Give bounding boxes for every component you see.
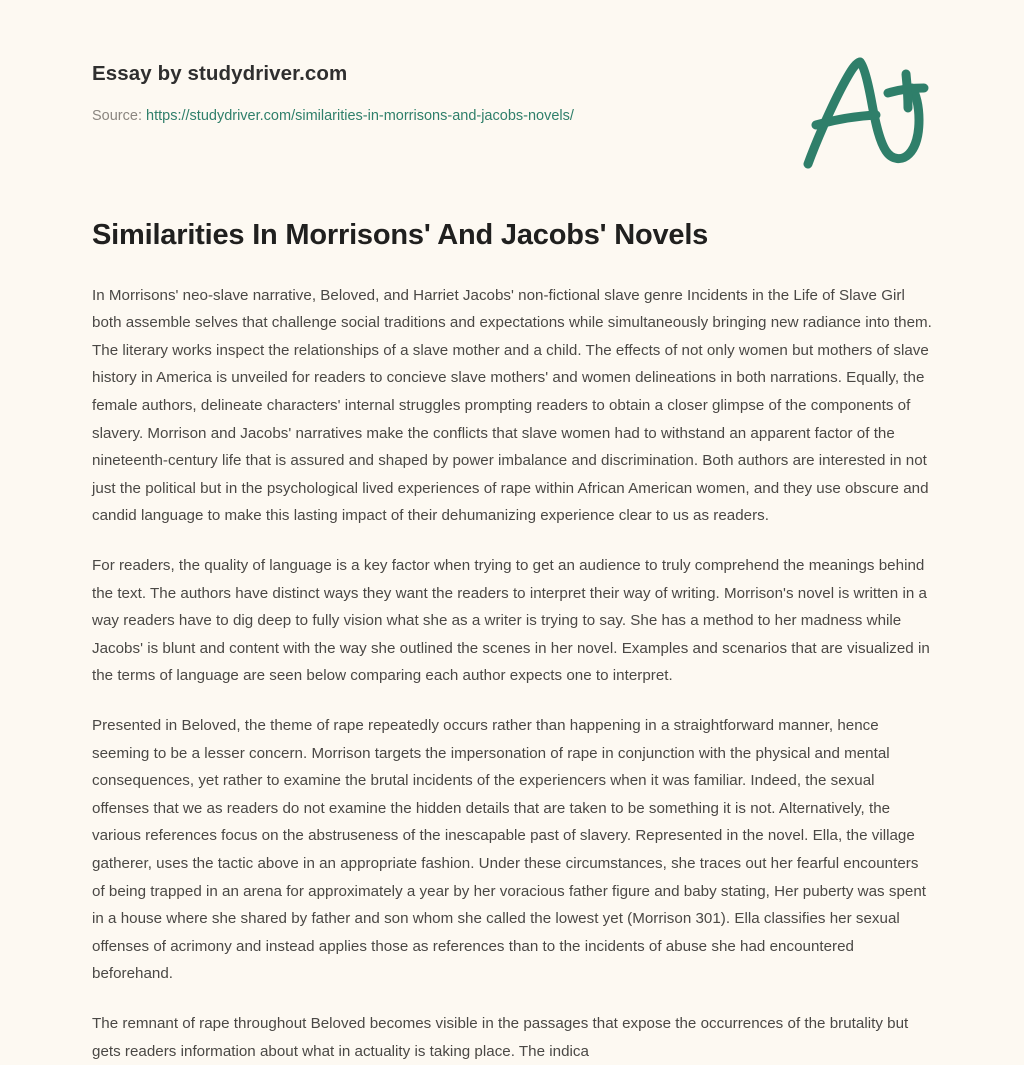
page-title: Similarities In Morrisons' And Jacobs' Novels bbox=[92, 219, 709, 252]
paragraph: In Morrisons' neo-slave narrative, Beloved, and Harriet Jacobs' non-fictional slave genre Incidents in the Life of Slave Girl both assemble selves that challenge social traditions and expectations while simultaneously bringing new radiance into them. The literary works inspect the relationships of a slave mother and a child. The effects of not only women but mothers of slave history in America is unveiled for readers to concieve slave mothers' and women delineations in both narrations. Equally, the female authors, delineate characters' internal struggles prompting readers to obtain a closer glimpse of the components of slavery. Morrison and Jacobs' narratives make the conflicts that slave women had to withstand an apparent factor of the nineteenth-century life that is assured and shaped by power imbalance and discrimination. Both authors are interested in not just the political but in the psychological lived experiences of rape within African American women, and they use obscure and candid language to make this lasting impact of their dehumanizing experience clear to us as readers. bbox=[92, 286, 932, 525]
paragraph: For readers, the quality of language is a key factor when trying to get an audience to truly comprehend the meanings behind the text. The authors have distinct ways they want the readers to interpret their way of writing. Morrison's novel is written in a way readers have to dig deep to fully vision what she as a writer is trying to say. She has a method to her madness while Jacobs' is blunt and content with the way she outlined the scenes in her novel. Examples and scenarios that are visualized in the terms of language are seen below comparing each author expects one to interpret. bbox=[92, 557, 930, 685]
paragraph: The remnant of rape throughout Beloved becomes visible in the passages that expose the occurrences of the brutality but gets readers information about what in actuality is taking place. The indica bbox=[92, 1014, 909, 1060]
source-url-link[interactable]: https://studydriver.com/similarities-in-morrisons-and-jacobs-novels/ bbox=[146, 107, 574, 124]
a-plus-logo[interactable] bbox=[790, 48, 940, 178]
paragraph: Presented in Beloved, the theme of rape repeatedly occurs rather than happening in a straightforward manner, hence seeming to be a lesser concern. Morrison targets the impersonation of rape in conjunction with the physical and mental consequences, yet rather to examine the brutal incidents of the experiencers when it was familiar. Indeed, the sexual offenses that we as readers do not examine the hidden details that are taken to be something it is not. Alternatively, the various references focus on the abstruseness of the inescapable past of slavery. Represented in the novel. Ella, the village gatherer, uses the tactic above in an appropriate fashion. Under these circumstances, she traces out her fearful encounters of being trapped in an arena for approximately a year by her voracious father figure and baby stating, Her puberty was spent in a house where she shared by father and son whom she called the lowest yet (Morrison 301). Ella classifies her sexual offenses of acrimony and instead applies those as references than to the incidents of abuse she had encountered beforehand. bbox=[92, 717, 927, 983]
byline: Essay by studydriver.com bbox=[92, 62, 348, 85]
page-header bbox=[92, 0, 932, 125]
source-label: Source: bbox=[92, 107, 142, 124]
article-body bbox=[92, 254, 932, 1065]
